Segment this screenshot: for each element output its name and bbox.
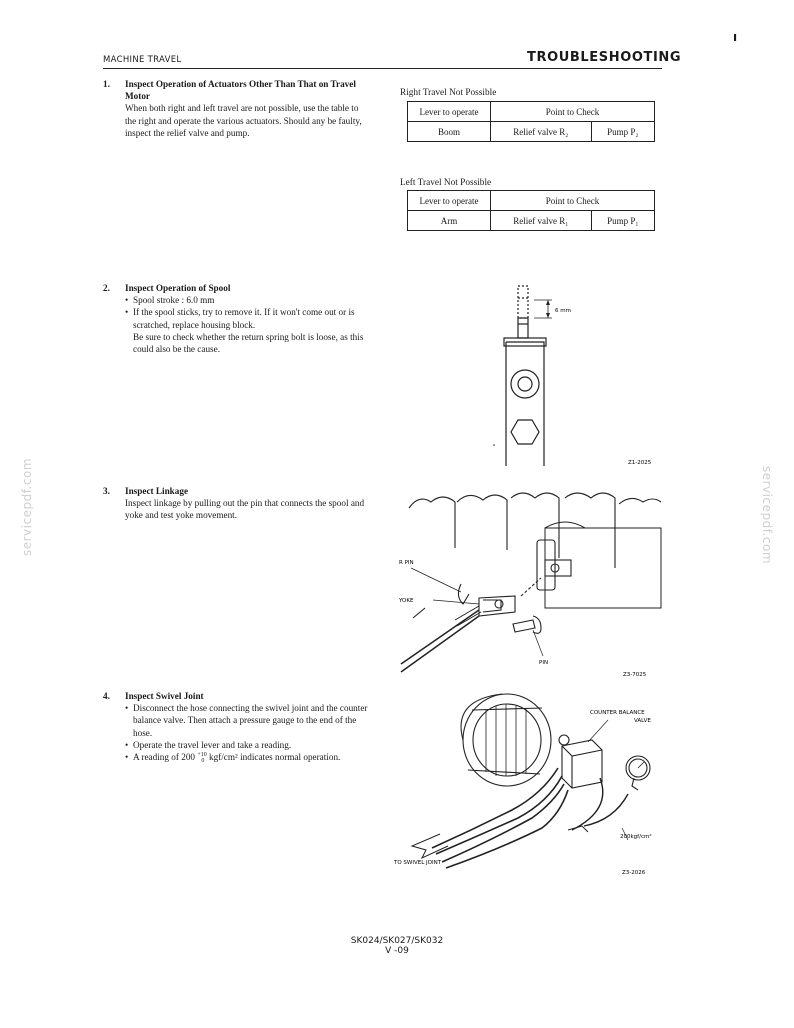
table-left-caption: Left Travel Not Possible — [400, 178, 492, 188]
table-right-travel — [407, 101, 655, 142]
section-1-number: 1. — [103, 79, 110, 89]
section-3-number: 3. — [103, 486, 110, 496]
page-title: TROUBLESHOOTING — [527, 50, 682, 65]
linkage-pin-label: PIN — [539, 660, 549, 666]
section-4 — [103, 690, 371, 764]
section-2-bullet: • If the spool sticks, try to remove it. If it won't come out or is scratched, replace housing block. — [125, 306, 371, 330]
section-3 — [103, 485, 371, 522]
section-2-number: 2. — [103, 283, 110, 293]
table-right-relief-valve: Relief valve R₂ — [491, 122, 592, 142]
watermark-right: servicepdf.com — [760, 465, 775, 565]
linkage-figure — [395, 488, 665, 680]
table-left-travel — [407, 190, 655, 231]
header-rule — [103, 68, 662, 69]
table-left-relief-valve: Relief valve R₁ — [491, 211, 592, 231]
reading-tol-minus: 0 — [201, 757, 205, 764]
footer-page-number: V -09 — [385, 946, 409, 956]
swivel-gauge-label: 200kgf/cm² — [620, 834, 652, 840]
section-1-body: When both right and left travel are not possible, use the table to the right and operate the various actuators. Should any be faulty, inspect the relief valve and pump. — [125, 103, 362, 138]
corner-mark: ı — [733, 30, 738, 44]
section-1-title: Inspect Operation of Actuators Other Than That on Travel Motor — [125, 79, 356, 102]
footer — [297, 936, 497, 956]
reading-tolerance — [197, 752, 206, 764]
reading-suffix: kgf/cm² indicates normal operation. — [209, 752, 341, 763]
table-left-header-lever: Lever to operate — [408, 191, 491, 211]
section-2-bullet: • Spool stroke : 6.0 mm — [125, 294, 371, 306]
table-right-caption: Right Travel Not Possible — [400, 88, 497, 98]
section-4-number: 4. — [103, 691, 110, 701]
reading-tol-plus: +10 — [197, 751, 207, 758]
table-left-header-point: Point to Check — [491, 191, 655, 211]
swivel-valve-label-2: VALVE — [634, 718, 651, 724]
swivel-valve-label-1: COUNTER BALANCE — [590, 710, 645, 716]
reading-prefix: A reading of 200 — [133, 752, 196, 763]
section-4-reading — [125, 751, 371, 764]
section-4-bullet: • Disconnect the hose connecting the swivel joint and the counter balance valve. Then attach a pressure gauge to the end of the hose. — [125, 702, 371, 739]
table-left-pump: Pump P₁ — [591, 211, 654, 231]
swivel-figure-code: Z3-2026 — [622, 870, 646, 876]
watermark-left: servicepdf.com — [20, 457, 35, 557]
section-header: MACHINE TRAVEL — [103, 55, 182, 65]
linkage-figure-code: Z3-7025 — [623, 672, 647, 678]
spool-figure — [480, 280, 660, 470]
table-left-lever: Arm — [408, 211, 491, 231]
linkage-r-pin-label: R PIN — [399, 560, 414, 566]
footer-model: SK024/SK027/SK032 — [350, 936, 444, 946]
table-right-header-point: Point to Check — [491, 102, 655, 122]
section-1 — [103, 78, 371, 139]
spool-dimension-label: 6 mm — [555, 308, 571, 314]
table-right-lever: Boom — [408, 122, 491, 142]
section-2-note: Be sure to check whether the return spring bolt is loose, as this could also be the cause. — [133, 331, 364, 355]
section-3-body: Inspect linkage by pulling out the pin that connects the spool and yoke and test yoke movement. — [125, 498, 365, 521]
swivel-figure — [392, 690, 664, 880]
table-right-pump: Pump P₂ — [591, 122, 654, 142]
section-2-title: Inspect Operation of Spool — [125, 283, 231, 293]
section-4-title: Inspect Swivel Joint — [125, 691, 204, 701]
section-4-bullet: • Operate the travel lever and take a reading. — [125, 739, 371, 751]
spool-figure-code: Z1-2025 — [628, 460, 652, 466]
table-right-header-lever: Lever to operate — [408, 102, 491, 122]
linkage-yoke-label: YOKE — [399, 598, 414, 604]
section-2 — [103, 282, 371, 355]
section-3-title: Inspect Linkage — [125, 486, 189, 496]
swivel-arrow-label: TO SWIVEL JOINT — [394, 860, 442, 866]
